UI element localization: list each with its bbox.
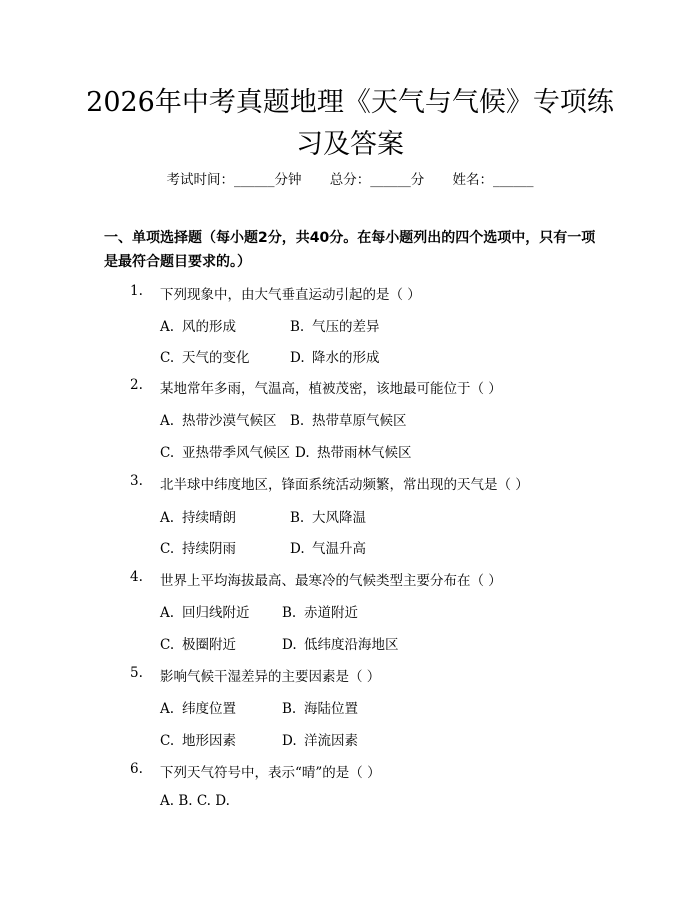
question-number: 4.: [130, 569, 143, 585]
question-number: 5.: [130, 665, 143, 681]
exam-time: 考试时间：______分钟: [166, 172, 302, 188]
option-letter: C.: [160, 445, 175, 461]
option-d[interactable]: [290, 346, 380, 366]
option-text: 气压的差异: [312, 319, 380, 335]
option-letter: A.: [160, 701, 175, 717]
option-letter: A.: [160, 413, 175, 429]
option-text: 降水的形成: [312, 350, 380, 366]
option-c[interactable]: [160, 729, 236, 749]
question-number: 1.: [130, 283, 143, 299]
student-name: 姓名：______: [452, 172, 534, 188]
option-text: 回归线附近: [182, 605, 250, 621]
option-letter: C.: [160, 541, 175, 557]
option-letter: C.: [160, 733, 175, 749]
option-b[interactable]: [290, 506, 366, 526]
option-text: 热带草原气候区: [312, 413, 407, 429]
option-letter: D.: [282, 637, 297, 653]
document-title: [80, 82, 620, 166]
option-letter: B.: [290, 319, 305, 335]
option-text: 海陆位置: [304, 701, 358, 717]
option-text: 持续晴朗: [182, 510, 236, 526]
option-text: 纬度位置: [182, 701, 236, 717]
option-letter: D.: [290, 350, 305, 366]
title-line-1: 2026年中考真题地理《天气与气候》专项练: [86, 87, 614, 118]
option-c[interactable]: [160, 346, 250, 366]
question-text: 下列现象中，由大气垂直运动引起的是（ ）: [160, 287, 421, 303]
option-text: 地形因素: [182, 733, 236, 749]
option-letter: C.: [160, 637, 175, 653]
option-letter: B.: [290, 413, 305, 429]
total-score: 总分：______分: [329, 172, 425, 188]
exam-meta: [0, 168, 700, 188]
option-c[interactable]: [160, 633, 236, 653]
option-letter: A.: [160, 510, 175, 526]
option-b[interactable]: [282, 601, 358, 621]
option-a[interactable]: [160, 409, 277, 429]
question-number: 3.: [130, 473, 143, 489]
option-text: 极圈附近: [182, 637, 236, 653]
option-a[interactable]: [160, 506, 236, 526]
option-text: 气温升高: [312, 541, 366, 557]
option-d[interactable]: [282, 633, 399, 653]
option-text: 持续阴雨: [182, 541, 236, 557]
option-b[interactable]: [290, 409, 407, 429]
question-text: 下列天气符号中，表示“晴”的是（ ）: [160, 765, 381, 781]
option-a[interactable]: [160, 697, 236, 717]
option-b[interactable]: [282, 697, 358, 717]
option-text: 洋流因素: [304, 733, 358, 749]
option-letter: A.: [160, 605, 175, 621]
option-a[interactable]: [160, 601, 250, 621]
question-text: 影响气候干湿差异的主要因素是（ ）: [160, 669, 381, 685]
option-letter: C.: [160, 350, 175, 366]
option-b[interactable]: [290, 315, 380, 335]
option-c[interactable]: [160, 537, 236, 557]
option-letter: D.: [295, 445, 310, 461]
option-letter: B.: [282, 701, 297, 717]
option-text: 赤道附近: [304, 605, 358, 621]
option-letter: A.: [160, 319, 175, 335]
option-text: 热带雨林气候区: [317, 445, 412, 461]
option-a[interactable]: [160, 315, 236, 335]
title-line-2: 习及答案: [296, 129, 404, 160]
question-text: 世界上平均海拔最高、最寒冷的气候类型主要分布在（ ）: [160, 573, 502, 589]
option-d[interactable]: [290, 537, 366, 557]
question-number: 2.: [130, 377, 143, 393]
question-text: 某地常年多雨，气温高，植被茂密，该地最可能位于（ ）: [160, 381, 502, 397]
question-text: 北半球中纬度地区，锋面系统活动频繁，常出现的天气是（ ）: [160, 477, 529, 493]
options-inline[interactable]: A. B. C. D.: [160, 793, 230, 809]
option-d[interactable]: [282, 729, 358, 749]
option-text: 天气的变化: [182, 350, 250, 366]
option-c[interactable]: [160, 441, 290, 461]
option-text: 低纬度沿海地区: [304, 637, 399, 653]
option-text: 大风降温: [312, 510, 366, 526]
option-letter: B.: [290, 510, 305, 526]
option-text: 风的形成: [182, 319, 236, 335]
option-d[interactable]: [295, 441, 412, 461]
option-letter: D.: [290, 541, 305, 557]
option-letter: B.: [282, 605, 297, 621]
option-text: 热带沙漠气候区: [182, 413, 277, 429]
section-heading: 一、单项选择题（每小题2分，共40分。在每小题列出的四个选项中，只有一项是最符合题目要求的。）: [104, 230, 596, 270]
option-text: 亚热带季风气候区: [182, 445, 290, 461]
question-number: 6.: [130, 761, 143, 777]
option-letter: D.: [282, 733, 297, 749]
